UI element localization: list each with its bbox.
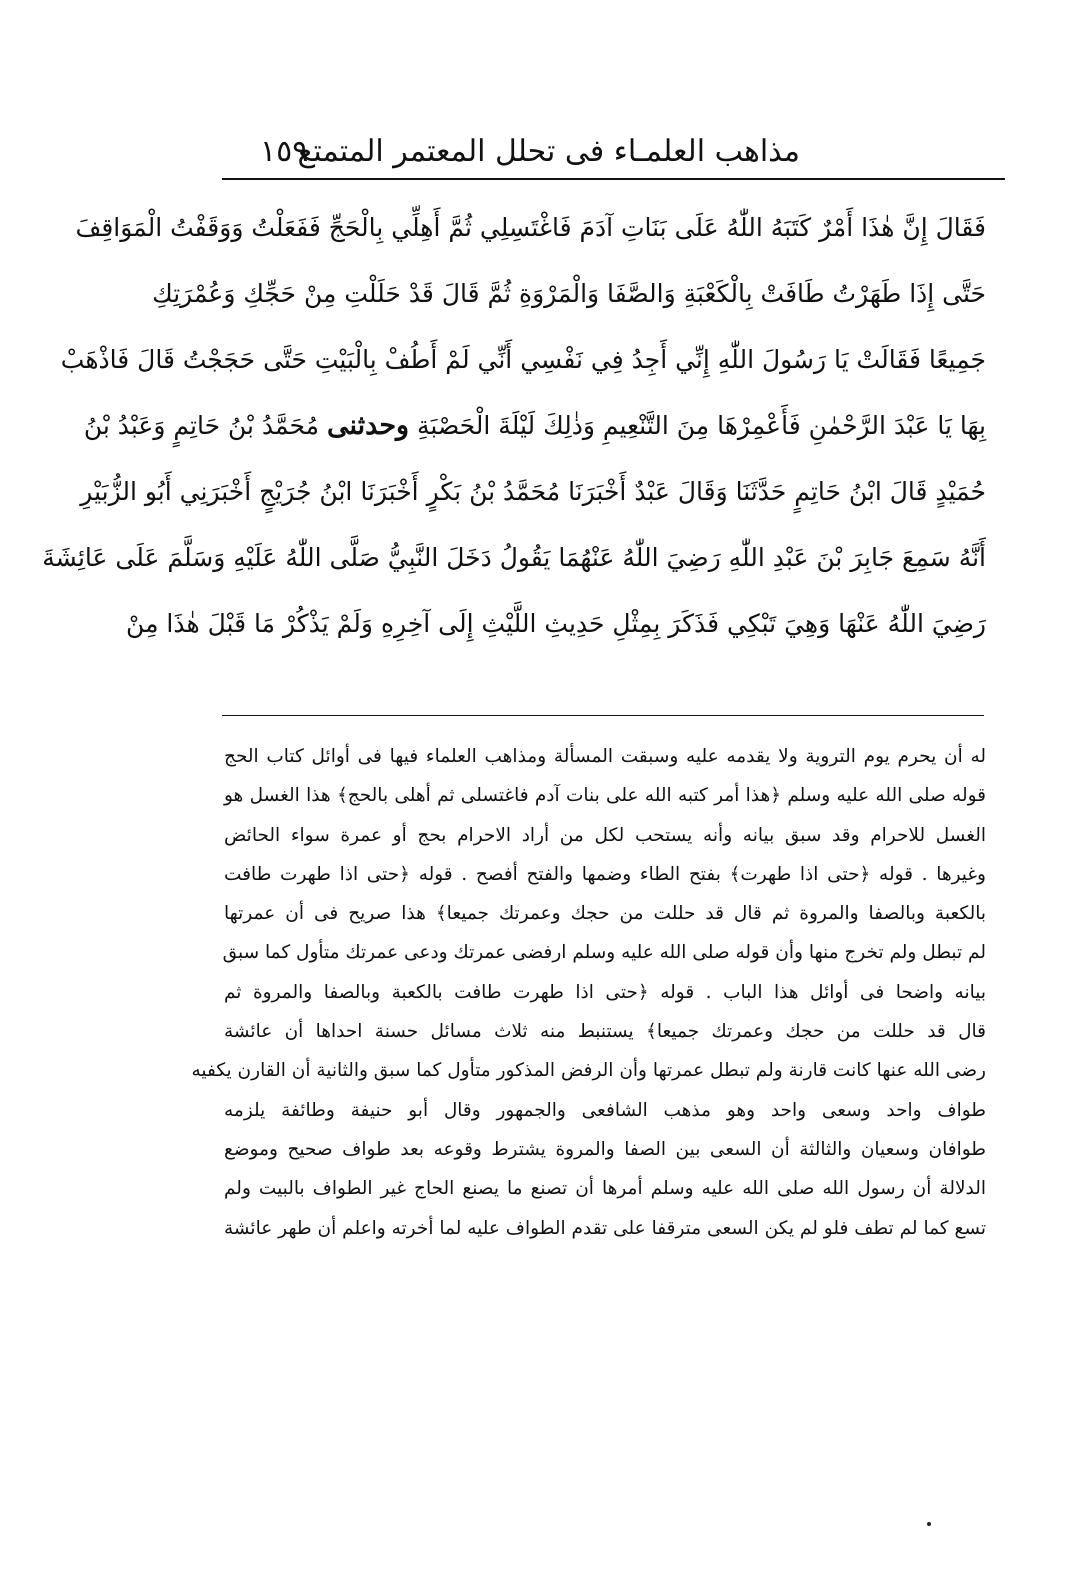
commentary-line: قوله صلى الله عليه وسلم ﴿هذا أمر كتبه الله على بنات آدم فاغتسلى ثم أهلى بالحج﴾ هذا الغسل هو (224, 785, 986, 807)
page-header (230, 128, 1000, 178)
hadith-line: حَتَّى إِذَا طَهَرْتُ طَافَتْ بِالْكَعْبَةِ وَالصَّفَا وَالْمَرْوَةِ ثُمَّ قَالَ قَدْ حَلَلْتِ مِنْ حَجِّكِ وَعُمْرَتِكِ (152, 279, 986, 308)
commentary-line: لم تبطل ولم تخرج منها وأن قوله صلى الله عليه وسلم ارفضى عمرتك ودعى عمرتك متأول كما سبق (222, 942, 986, 964)
commentary-line: طوافان وسعيان والثالثة أن السعى بين الصفا والمروة يشترط وقوعه بعد طواف صحيح وموضع (224, 1138, 986, 1160)
commentary-line: بالكعبة وبالصفا والمروة ثم قال قد حللت من حجك وعمرتك جميعا﴾ هذا صريح فى أن عمرتها (224, 903, 986, 925)
running-title: مذاهب العلمـاء فى تحلل المعتمر المتمتع (297, 134, 800, 169)
hadith-line: فَقَالَ إِنَّ هٰذَا أَمْرٌ كَتَبَهُ اللّٰهُ عَلَى بَنَاتِ آدَمَ فَاغْتَسِلِي ثُمَّ أَهِلِّي بِالْحَجِّ فَفَعَلْتُ وَوَقَفْتُ الْمَوَاقِفَ (75, 213, 986, 242)
commentary-line: تسع كما لم تطف فلو لم يكن السعى مترقفا على تقدم الطواف عليه لما أخرته واعلم أن طهر عائشة (224, 1217, 986, 1239)
commentary-line: الدلالة أن رسول الله صلى الله عليه وسلم أمرها أن تصنع ما يصنع الحاج غير الطواف بالبيت ولم (224, 1178, 986, 1200)
hadith-line: أَنَّهُ سَمِعَ جَابِرَ بْنَ عَبْدِ اللّٰهِ رَضِيَ اللّٰهُ عَنْهُمَا يَقُولُ دَخَلَ النَّبِيُّ صَلَّى اللّٰهُ عَلَيْهِ وَسَلَّمَ عَلَى عَائِشَةَ (42, 543, 986, 572)
commentary-line: رضى الله عنها كانت قارنة ولم تبطل عمرتها وأن الرفض المذكور متأول كما سبق والثانية أن القارن يكفيه (191, 1060, 986, 1082)
commentary-line: بيانه واضحا فى أوائل هذا الباب . قوله ﴿حتى اذا طهرت طافت بالكعبة وبالصفا والمروة ثم (224, 981, 986, 1003)
header-rule (222, 178, 1005, 180)
hadith-line (83, 393, 986, 459)
hadith-text (42, 195, 986, 657)
hadith-line-text: بِهَا يَا عَبْدَ الرَّحْمٰنِ فَأَعْمِرْهَا مِنَ التَّنْعِيمِ وَذٰلِكَ لَيْلَةَ الْحَصْبَةِ (417, 411, 986, 440)
commentary-text (191, 737, 986, 1248)
hadith-line: حُمَيْدٍ قَالَ ابْنُ حَاتِمٍ حَدَّثَنَا وَقَالَ عَبْدٌ أَخْبَرَنَا مُحَمَّدُ بْنُ بَكْرٍ أَخْبَرَنَا ابْنُ جُرَيْجٍ أَخْبَرَنِي أَبُو الزُّبَيْرِ (80, 477, 986, 506)
hadith-line: جَمِيعًا فَقَالَتْ يَا رَسُولَ اللّٰهِ إِنِّي أَجِدُ فِي نَفْسِي أَنِّي لَمْ أَطُفْ بِالْبَيْتِ حَتَّى حَجَجْتُ قَالَ فَاذْهَبْ (60, 345, 986, 374)
hadith-line: رَضِيَ اللّٰهُ عَنْهَا وَهِيَ تَبْكِي فَذَكَرَ بِمِثْلِ حَدِيثِ اللَّيْثِ إِلَى آخِرِهِ وَلَمْ يَذْكُرْ مَا قَبْلَ هٰذَا مِنْ (126, 609, 986, 638)
commentary-line: وغيرها . قوله ﴿حتى اذا طهرت﴾ بفتح الطاء وضمها والفتح أفصح . قوله ﴿حتى اذا طهرت طافت (224, 863, 986, 885)
hadith-line-text: مُحَمَّدُ بْنُ حَاتِمٍ وَعَبْدُ بْنُ (83, 411, 320, 440)
commentary-line: قال قد حللت من حجك وعمرتك جميعا﴾ يستنبط منه ثلاث مسائل حسنة احداها أن عائشة (224, 1021, 986, 1043)
commentary-line: طواف واحد وسعى واحد وهو مذهب الشافعى والجمهور وقال أبو حنيفة وطائفة يلزمه (224, 1099, 986, 1121)
narration-marker: وحدثنى (326, 410, 410, 441)
scan-speck (927, 1522, 931, 1526)
page-number: ١٥٩ (260, 134, 309, 169)
section-divider (222, 715, 984, 716)
commentary-line: له أن يحرم يوم التروية ولا يقدمه عليه وسبقت المسألة ومذاهب العلماء فيها فى أوائل كتاب الحج (224, 746, 986, 767)
commentary-line: الغسل للاحرام وقد سبق بيانه وأنه يستحب لكل من أراد الاحرام بحج أو عمرة سواء الحائض (224, 824, 986, 846)
